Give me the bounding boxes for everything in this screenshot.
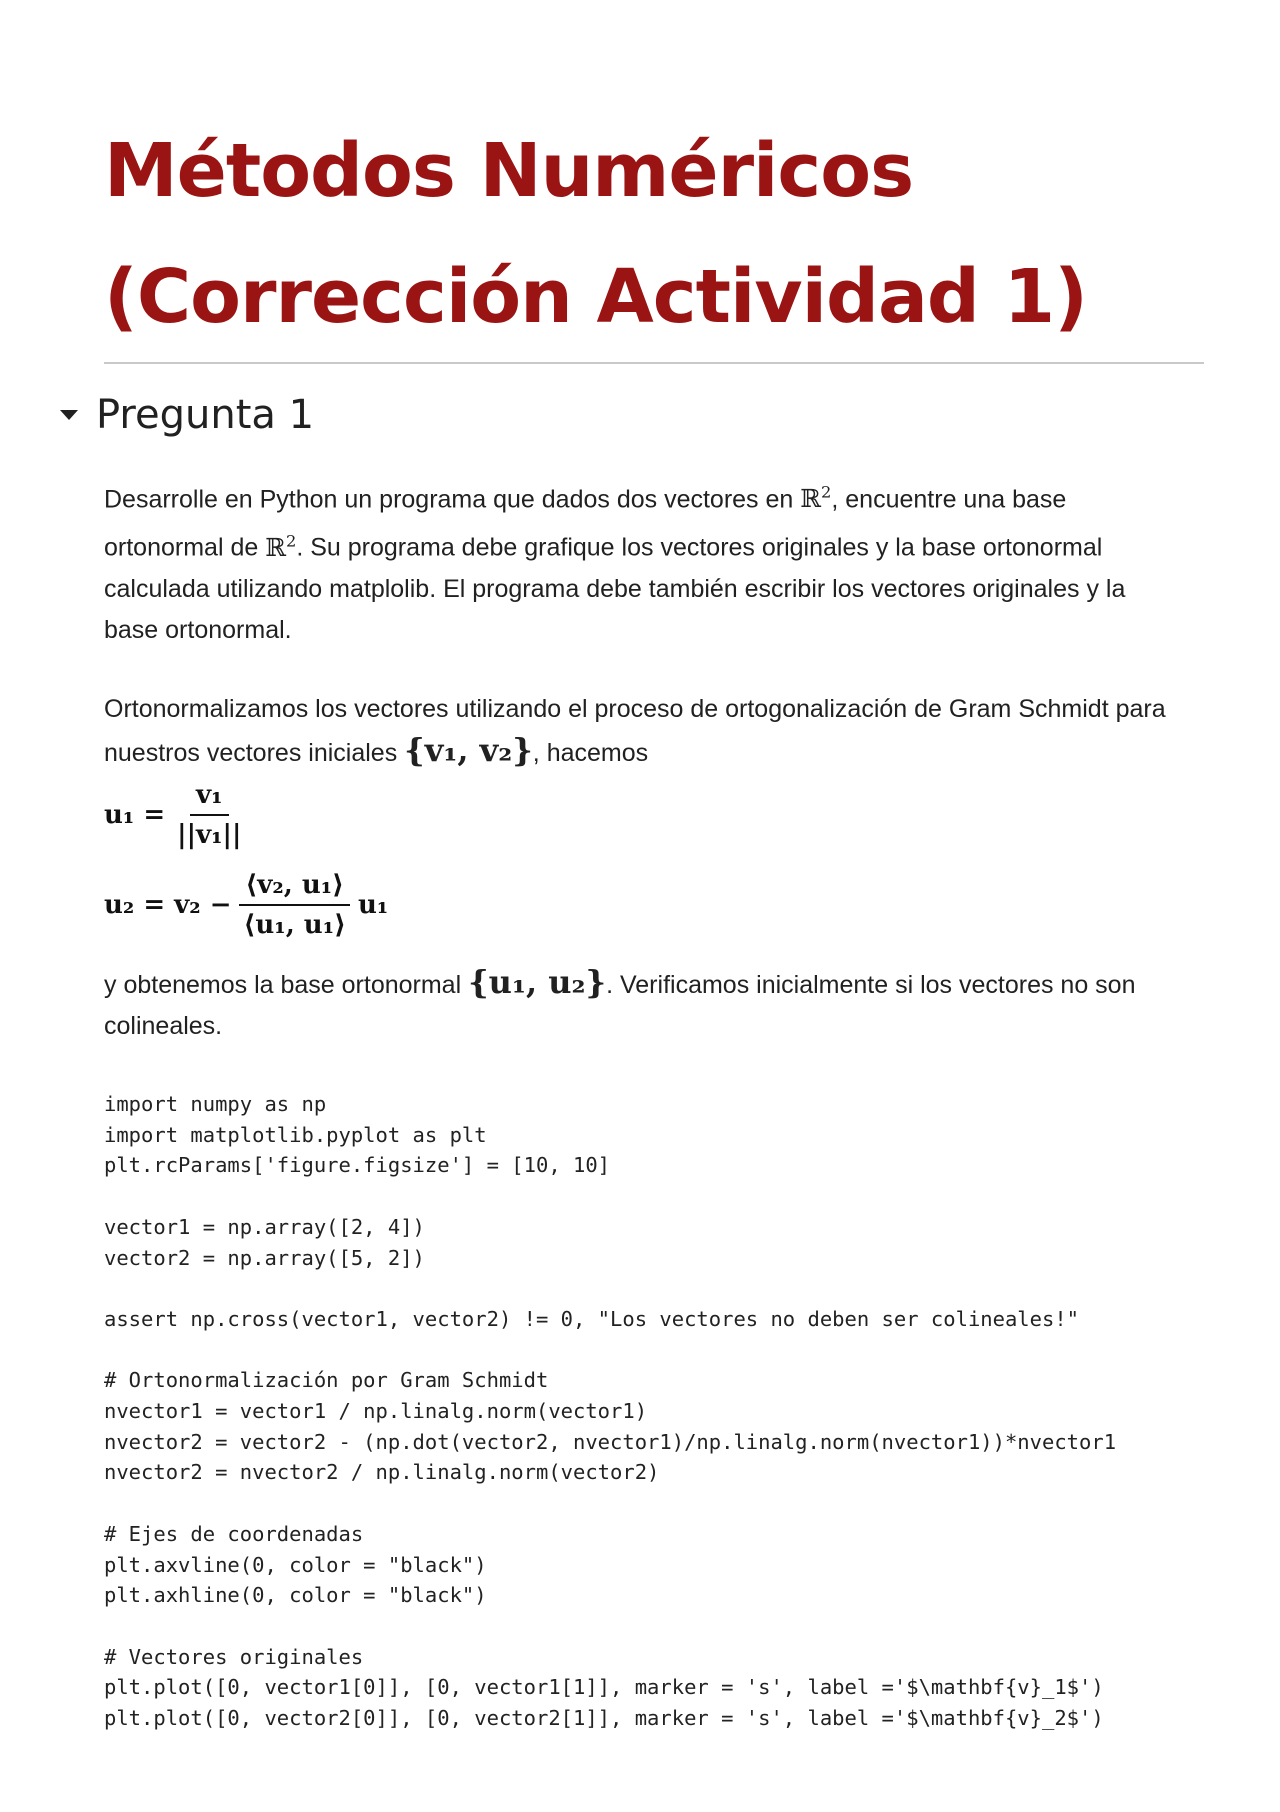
page-title <box>104 108 1087 360</box>
caret-down-icon[interactable] <box>60 410 78 420</box>
vector-set-v: {v₁, v₂} <box>404 731 533 769</box>
section-header[interactable] <box>60 392 314 438</box>
eq2-lhs: u₂ = v₂ − <box>104 890 232 920</box>
result-paragraph <box>104 962 1214 1047</box>
intro-paragraph <box>104 472 1214 651</box>
real-set-exponent-2: 2 <box>285 531 297 551</box>
eq1-numerator: v₁ <box>190 780 229 816</box>
intro-text-4: . Su programa debe grafique los vectores originales y la base ortonormal <box>296 533 1103 562</box>
eq1-denominator: ||v₁|| <box>177 820 242 850</box>
code-cell[interactable]: import numpy as np import matplotlib.pyplot as plt plt.rcParams['figure.figsize'] = [10, 10] vector1 = np.array([2, 4]) vector2 = np.array([5, 2]) assert np.cross(vector1, vector2) != 0, "Los vectores no deben ser colineales!" # Ortonormalización por Gram Schmidt nvector1 = vector1 / np.linalg.norm(vector1) nvector2 = vector2 - (np.dot(vector2, nvector1)/np.linalg.norm(nvector1))*nvector1 nvector2 = nvector2 / np.linalg.norm(vector2) # Ejes de coordenadas plt.axvline(0, color = "black") plt.axhline(0, color = "black") # Vectores originales plt.plot([0, vector1[0]], [0, vector1[1]], marker = 's', label ='$\mathbf{v}_1$') plt.plot([0, vector2[0]], [0, vector2[1]], marker = 's', label ='$\mathbf{v}_2$') <box>104 1092 1117 1731</box>
real-set-exponent: 2 <box>821 483 832 502</box>
real-set-symbol <box>800 484 831 513</box>
eq2-numerator: ⟨v₂, u₁⟩ <box>239 870 350 906</box>
eq1-lhs: u₁ = <box>104 800 166 830</box>
intro-text-5: calculada utilizando matplolib. El programa debe también escribir los vectores originales y la <box>104 574 1126 603</box>
intro-text-2: , encuentre una base <box>831 485 1067 514</box>
vector-set-u: {u₁, u₂} <box>468 963 607 1001</box>
eq2-fraction <box>238 870 352 940</box>
equation-u2 <box>104 870 388 940</box>
section-heading: Pregunta 1 <box>96 392 315 438</box>
title-line-2: (Corrección Actividad 1) <box>104 254 1087 340</box>
eq2-denominator: ⟨u₁, u₁⟩ <box>243 910 346 940</box>
real-set-r-2: ℝ <box>265 532 286 562</box>
real-set-symbol-2 <box>265 533 296 562</box>
eq1-fraction <box>171 780 247 850</box>
intro-text-1: Desarrolle en Python un programa que dados dos vectores en <box>104 485 801 514</box>
eq2-tail: u₁ <box>357 890 389 920</box>
result-text-3: colineales. <box>104 1012 223 1040</box>
result-text-2: . Verificamos inicialmente si los vectores no son <box>606 971 1136 999</box>
result-text-1: y obtenemos la base ortonormal <box>104 971 469 999</box>
method-text-2: nuestros vectores iniciales <box>104 739 405 767</box>
title-divider <box>104 362 1204 364</box>
method-text-3: , hacemos <box>532 739 649 767</box>
method-text-1: Ortonormalizamos los vectores utilizando el proceso de ortogonalización de Gram Schmidt para <box>104 695 1166 723</box>
title-line-1: Métodos Numéricos <box>104 128 914 214</box>
intro-text-6: base ortonormal. <box>104 615 292 644</box>
intro-text-3: ortonormal de <box>104 533 266 562</box>
method-paragraph <box>104 689 1214 774</box>
real-set-r: ℝ <box>800 484 822 514</box>
equation-u1 <box>104 780 253 850</box>
